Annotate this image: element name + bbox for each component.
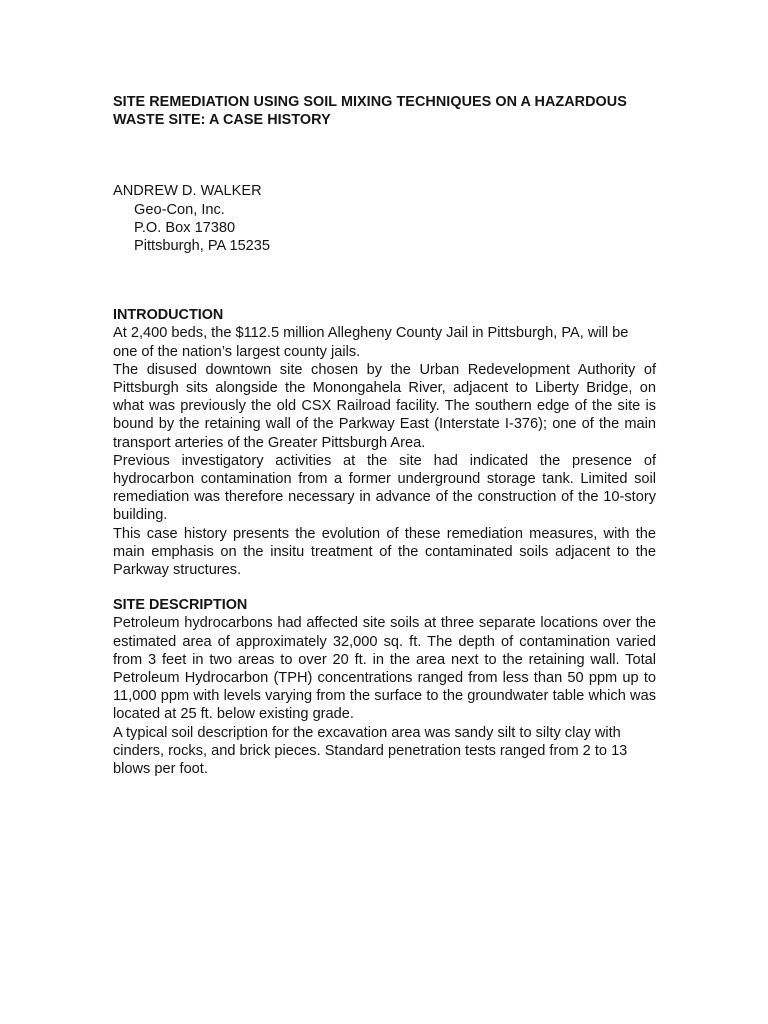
intro-paragraph-2: The disused downtown site chosen by the Urban Redevelopment Authority of Pittsburgh sits alongside the Monongahela River, adjacent to Liberty Bridge, on what was previously the old CSX Railroad facility. The southern edge of the site is bound by the retaining wall of the Parkway East (Interstate I-376); one of the main transport arteries of the Greater Pittsburgh Area. [113, 361, 656, 451]
section-heading-site-description: SITE DESCRIPTION [113, 597, 248, 614]
paper-body [113, 93, 656, 778]
title-line: WASTE SITE: A CASE HISTORY [113, 112, 331, 129]
intro-paragraph-3: Previous investigatory activities at the site had indicated the presence of hydrocarbon contamination from a former underground storage tank. Limited soil remediation was therefore necessary in advance of the construction of the 10-story building. [113, 452, 656, 524]
affiliation-city: Pittsburgh, PA 15235 [134, 238, 271, 255]
author-block [113, 182, 656, 255]
site-paragraph-1: Petroleum hydrocarbons had affected site soils at three separate locations over the estimated area of approximately 32,000 sq. ft. The depth of contamination varied from 3 feet in two areas to over 20 ft. in the area next to the retaining wall. Total Petroleum Hydrocarbon (TPH) concentrations ranged from less than 50 ppm up to 11,000 ppm with levels varying from the surface to the groundwater table which was located at 25 ft. below existing grade. [113, 615, 656, 723]
site-paragraph-2: A typical soil description for the excavation area was sandy silt to silty clay with cinders, rocks, and brick pieces. Standard penetration tests ranged from 2 to 13 blows per foot. [113, 724, 628, 778]
intro-paragraph-4: This case history presents the evolution of these remediation measures, with the main emphasis on the insitu treatment of the contaminated soils adjacent to the Parkway structures. [113, 525, 656, 579]
affiliation-po-box: P.O. Box 17380 [134, 219, 236, 236]
title-line: SITE REMEDIATION USING SOIL MIXING TECHNIQUES ON A HAZARDOUS [113, 94, 627, 110]
paper-title [113, 93, 656, 129]
author-name: ANDREW D. WALKER [113, 183, 262, 200]
affiliation-company: Geo-Con, Inc. [134, 201, 225, 218]
section-heading-introduction: INTRODUCTION [113, 307, 224, 324]
intro-paragraph-1: At 2,400 beds, the $112.5 million Allegheny County Jail in Pittsburgh, PA, will be one of the nation’s largest county jails. [113, 325, 629, 360]
